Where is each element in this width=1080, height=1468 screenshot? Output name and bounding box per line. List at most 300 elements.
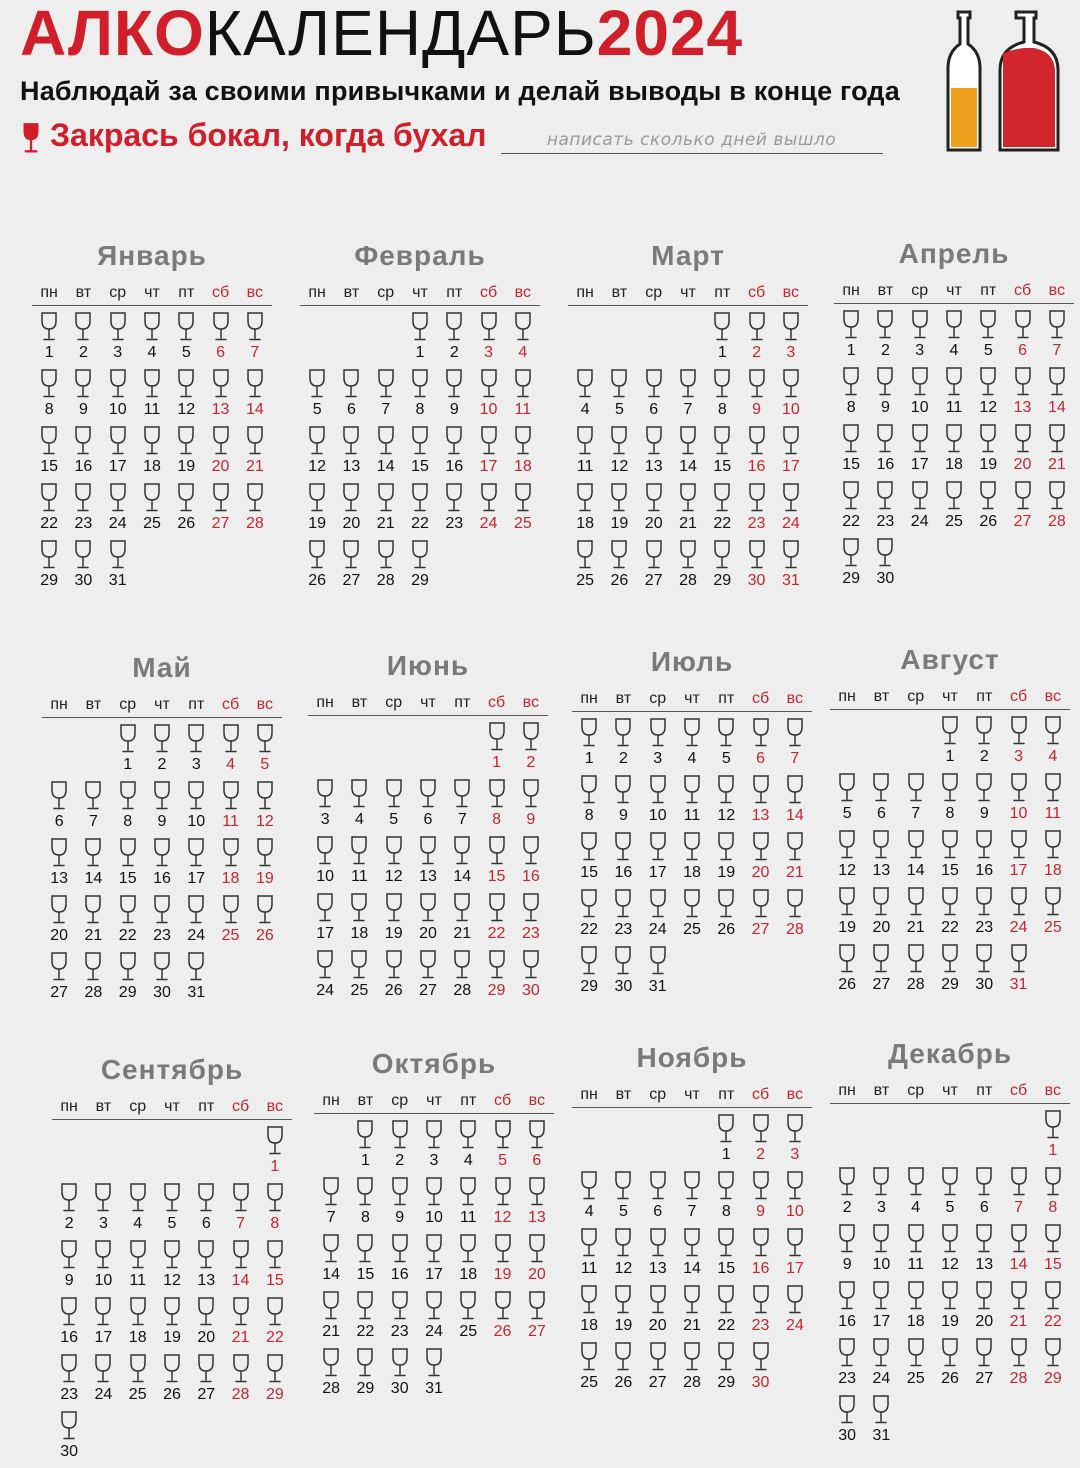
wine-glass-icon[interactable] (424, 1348, 444, 1378)
wine-glass-icon[interactable] (255, 895, 275, 925)
day-cell[interactable] (111, 724, 145, 781)
day-cell[interactable] (520, 1177, 554, 1234)
wine-glass-icon[interactable] (648, 832, 668, 862)
wine-glass-icon[interactable] (785, 889, 805, 919)
day-cell[interactable] (739, 426, 773, 483)
day-cell[interactable] (743, 889, 777, 946)
day-cell[interactable] (743, 1171, 777, 1228)
wine-glass-icon[interactable] (579, 1228, 599, 1258)
wine-glass-icon[interactable] (747, 540, 767, 570)
wine-glass-icon[interactable] (390, 1120, 410, 1150)
day-cell[interactable] (830, 1281, 864, 1338)
wine-glass-icon[interactable] (579, 889, 599, 919)
wine-glass-icon[interactable] (49, 838, 69, 868)
wine-glass-icon[interactable] (307, 426, 327, 456)
wine-glass-icon[interactable] (751, 775, 771, 805)
wine-glass-icon[interactable] (682, 1285, 702, 1315)
wine-glass-icon[interactable] (315, 950, 335, 980)
wine-glass-icon[interactable] (355, 1291, 375, 1321)
day-cell[interactable] (417, 1177, 451, 1234)
wine-glass-icon[interactable] (245, 312, 265, 342)
day-cell[interactable] (258, 1183, 292, 1240)
day-cell[interactable] (437, 483, 471, 540)
day-cell[interactable] (403, 369, 437, 426)
wine-glass-icon[interactable] (1047, 424, 1067, 454)
wine-glass-icon[interactable] (59, 1354, 79, 1384)
wine-glass-icon[interactable] (609, 426, 629, 456)
day-cell[interactable] (868, 367, 902, 424)
day-cell[interactable] (1001, 1167, 1035, 1224)
day-cell[interactable] (743, 1285, 777, 1342)
day-cell[interactable] (830, 944, 864, 1001)
wine-glass-icon[interactable] (751, 889, 771, 919)
wine-glass-icon[interactable] (196, 1183, 216, 1213)
wine-glass-icon[interactable] (1013, 367, 1033, 397)
wine-glass-icon[interactable] (410, 312, 430, 342)
day-cell[interactable] (606, 1228, 640, 1285)
day-cell[interactable] (1005, 310, 1039, 367)
wine-glass-icon[interactable] (513, 426, 533, 456)
day-cell[interactable] (308, 836, 342, 893)
day-cell[interactable] (709, 718, 743, 775)
day-cell[interactable] (903, 424, 937, 481)
wine-glass-icon[interactable] (162, 1354, 182, 1384)
day-cell[interactable] (937, 424, 971, 481)
day-cell[interactable] (445, 893, 479, 950)
wine-glass-icon[interactable] (678, 483, 698, 513)
wine-glass-icon[interactable] (871, 1338, 891, 1368)
wine-glass-icon[interactable] (93, 1183, 113, 1213)
day-cell[interactable] (705, 312, 739, 369)
wine-glass-icon[interactable] (871, 773, 891, 803)
wine-glass-icon[interactable] (410, 426, 430, 456)
wine-glass-icon[interactable] (39, 426, 59, 456)
day-cell[interactable] (411, 836, 445, 893)
day-cell[interactable] (606, 832, 640, 889)
wine-glass-icon[interactable] (644, 540, 664, 570)
wine-glass-icon[interactable] (142, 483, 162, 513)
wine-glass-icon[interactable] (384, 836, 404, 866)
day-cell[interactable] (111, 781, 145, 838)
wine-glass-icon[interactable] (142, 426, 162, 456)
wine-glass-icon[interactable] (307, 483, 327, 513)
wine-glass-icon[interactable] (978, 367, 998, 397)
day-cell[interactable] (377, 836, 411, 893)
day-cell[interactable] (86, 1240, 120, 1297)
wine-glass-icon[interactable] (118, 952, 138, 982)
wine-glass-icon[interactable] (418, 779, 438, 809)
day-cell[interactable] (641, 775, 675, 832)
day-cell[interactable] (641, 1342, 675, 1399)
wine-glass-icon[interactable] (349, 779, 369, 809)
wine-glass-icon[interactable] (871, 830, 891, 860)
day-cell[interactable] (189, 1354, 223, 1411)
wine-glass-icon[interactable] (479, 312, 499, 342)
day-cell[interactable] (101, 540, 135, 597)
day-cell[interactable] (334, 426, 368, 483)
day-cell[interactable] (641, 1285, 675, 1342)
day-cell[interactable] (445, 836, 479, 893)
day-cell[interactable] (223, 1240, 257, 1297)
day-cell[interactable] (778, 832, 812, 889)
day-cell[interactable] (203, 426, 237, 483)
wine-glass-icon[interactable] (575, 483, 595, 513)
wine-glass-icon[interactable] (644, 426, 664, 456)
day-cell[interactable] (314, 1234, 348, 1291)
wine-glass-icon[interactable] (521, 950, 541, 980)
wine-glass-icon[interactable] (940, 1167, 960, 1197)
day-cell[interactable] (572, 946, 606, 1003)
day-cell[interactable] (572, 775, 606, 832)
day-cell[interactable] (223, 1354, 257, 1411)
wine-glass-icon[interactable] (128, 1240, 148, 1270)
wine-glass-icon[interactable] (527, 1234, 547, 1264)
wine-glass-icon[interactable] (837, 830, 857, 860)
wine-glass-icon[interactable] (781, 426, 801, 456)
wine-glass-icon[interactable] (186, 781, 206, 811)
day-cell[interactable] (383, 1177, 417, 1234)
day-cell[interactable] (933, 1281, 967, 1338)
day-cell[interactable] (1001, 1224, 1035, 1281)
wine-glass-icon[interactable] (376, 540, 396, 570)
day-cell[interactable] (637, 426, 671, 483)
wine-glass-icon[interactable] (444, 426, 464, 456)
day-cell[interactable] (213, 838, 247, 895)
wine-glass-icon[interactable] (176, 426, 196, 456)
wine-glass-icon[interactable] (479, 426, 499, 456)
wine-glass-icon[interactable] (575, 369, 595, 399)
day-cell[interactable] (66, 312, 100, 369)
day-cell[interactable] (1005, 481, 1039, 538)
day-cell[interactable] (485, 1291, 519, 1348)
day-cell[interactable] (520, 1234, 554, 1291)
day-cell[interactable] (383, 1120, 417, 1177)
wine-glass-icon[interactable] (245, 483, 265, 513)
wine-glass-icon[interactable] (418, 950, 438, 980)
wine-glass-icon[interactable] (1013, 424, 1033, 454)
day-cell[interactable] (101, 369, 135, 426)
day-cell[interactable] (641, 889, 675, 946)
day-cell[interactable] (179, 952, 213, 1009)
day-cell[interactable] (66, 483, 100, 540)
wine-glass-icon[interactable] (1043, 773, 1063, 803)
wine-glass-icon[interactable] (59, 1297, 79, 1327)
wine-glass-icon[interactable] (142, 312, 162, 342)
wine-glass-icon[interactable] (152, 838, 172, 868)
wine-glass-icon[interactable] (871, 1167, 891, 1197)
day-cell[interactable] (705, 426, 739, 483)
day-cell[interactable] (641, 1171, 675, 1228)
wine-glass-icon[interactable] (1009, 773, 1029, 803)
wine-glass-icon[interactable] (255, 838, 275, 868)
day-cell[interactable] (933, 830, 967, 887)
wine-glass-icon[interactable] (974, 773, 994, 803)
wine-glass-icon[interactable] (152, 952, 172, 982)
wine-glass-icon[interactable] (176, 312, 196, 342)
day-cell[interactable] (572, 889, 606, 946)
day-cell[interactable] (709, 1228, 743, 1285)
wine-glass-icon[interactable] (579, 946, 599, 976)
wine-glass-icon[interactable] (648, 718, 668, 748)
day-cell[interactable] (933, 773, 967, 830)
wine-glass-icon[interactable] (716, 889, 736, 919)
wine-glass-icon[interactable] (940, 1224, 960, 1254)
wine-glass-icon[interactable] (321, 1177, 341, 1207)
day-cell[interactable] (471, 426, 505, 483)
day-cell[interactable] (121, 1354, 155, 1411)
day-cell[interactable] (899, 1167, 933, 1224)
day-cell[interactable] (864, 1338, 898, 1395)
wine-glass-icon[interactable] (609, 540, 629, 570)
wine-glass-icon[interactable] (906, 944, 926, 974)
wine-glass-icon[interactable] (747, 483, 767, 513)
wine-glass-icon[interactable] (579, 775, 599, 805)
day-cell[interactable] (933, 887, 967, 944)
day-cell[interactable] (967, 887, 1001, 944)
wine-glass-icon[interactable] (410, 540, 430, 570)
day-cell[interactable] (135, 426, 169, 483)
wine-glass-icon[interactable] (341, 483, 361, 513)
wine-glass-icon[interactable] (128, 1183, 148, 1213)
wine-glass-icon[interactable] (875, 424, 895, 454)
day-cell[interactable] (506, 483, 540, 540)
day-cell[interactable] (864, 1224, 898, 1281)
day-cell[interactable] (348, 1177, 382, 1234)
day-cell[interactable] (342, 950, 376, 1007)
wine-glass-icon[interactable] (341, 426, 361, 456)
day-cell[interactable] (572, 1171, 606, 1228)
wine-glass-icon[interactable] (418, 836, 438, 866)
day-cell[interactable] (675, 718, 709, 775)
day-cell[interactable] (739, 312, 773, 369)
wine-glass-icon[interactable] (376, 369, 396, 399)
wine-glass-icon[interactable] (487, 779, 507, 809)
day-cell[interactable] (445, 779, 479, 836)
wine-glass-icon[interactable] (682, 1228, 702, 1258)
day-cell[interactable] (52, 1411, 86, 1468)
day-cell[interactable] (903, 310, 937, 367)
wine-glass-icon[interactable] (265, 1354, 285, 1384)
day-cell[interactable] (641, 718, 675, 775)
day-cell[interactable] (778, 1114, 812, 1171)
day-cell[interactable] (111, 838, 145, 895)
day-cell[interactable] (933, 716, 967, 773)
day-cell[interactable] (479, 836, 513, 893)
day-cell[interactable] (637, 369, 671, 426)
wine-glass-icon[interactable] (682, 832, 702, 862)
wine-glass-icon[interactable] (452, 950, 472, 980)
wine-glass-icon[interactable] (906, 773, 926, 803)
wine-glass-icon[interactable] (527, 1177, 547, 1207)
day-cell[interactable] (42, 781, 76, 838)
day-cell[interactable] (899, 944, 933, 1001)
wine-glass-icon[interactable] (231, 1240, 251, 1270)
day-cell[interactable] (709, 1342, 743, 1399)
wine-glass-icon[interactable] (785, 1114, 805, 1144)
day-cell[interactable] (967, 716, 1001, 773)
day-cell[interactable] (121, 1183, 155, 1240)
day-cell[interactable] (937, 481, 971, 538)
day-cell[interactable] (967, 1224, 1001, 1281)
wine-glass-icon[interactable] (93, 1240, 113, 1270)
day-cell[interactable] (451, 1291, 485, 1348)
wine-glass-icon[interactable] (479, 483, 499, 513)
wine-glass-icon[interactable] (940, 887, 960, 917)
wine-glass-icon[interactable] (458, 1234, 478, 1264)
wine-glass-icon[interactable] (493, 1234, 513, 1264)
wine-glass-icon[interactable] (712, 540, 732, 570)
day-cell[interactable] (411, 893, 445, 950)
day-cell[interactable] (971, 481, 1005, 538)
day-cell[interactable] (641, 832, 675, 889)
day-cell[interactable] (189, 1183, 223, 1240)
wine-glass-icon[interactable] (73, 483, 93, 513)
wine-glass-icon[interactable] (613, 1342, 633, 1372)
day-cell[interactable] (348, 1348, 382, 1405)
day-cell[interactable] (52, 1354, 86, 1411)
wine-glass-icon[interactable] (940, 1281, 960, 1311)
day-cell[interactable] (1001, 1338, 1035, 1395)
wine-glass-icon[interactable] (231, 1297, 251, 1327)
day-cell[interactable] (778, 1171, 812, 1228)
day-cell[interactable] (485, 1120, 519, 1177)
wine-glass-icon[interactable] (716, 832, 736, 862)
day-cell[interactable] (348, 1234, 382, 1291)
day-cell[interactable] (1001, 716, 1035, 773)
day-cell[interactable] (506, 312, 540, 369)
wine-glass-icon[interactable] (910, 424, 930, 454)
day-cell[interactable] (300, 483, 334, 540)
day-cell[interactable] (834, 481, 868, 538)
day-cell[interactable] (520, 1291, 554, 1348)
day-cell[interactable] (514, 836, 548, 893)
wine-glass-icon[interactable] (875, 310, 895, 340)
day-cell[interactable] (213, 781, 247, 838)
wine-glass-icon[interactable] (1009, 1338, 1029, 1368)
wine-glass-icon[interactable] (678, 540, 698, 570)
day-cell[interactable] (32, 540, 66, 597)
day-cell[interactable] (101, 312, 135, 369)
wine-glass-icon[interactable] (493, 1177, 513, 1207)
wine-glass-icon[interactable] (196, 1354, 216, 1384)
wine-glass-icon[interactable] (355, 1348, 375, 1378)
wine-glass-icon[interactable] (974, 1338, 994, 1368)
wine-glass-icon[interactable] (418, 893, 438, 923)
day-cell[interactable] (1036, 1110, 1070, 1167)
day-cell[interactable] (675, 1285, 709, 1342)
wine-glass-icon[interactable] (349, 893, 369, 923)
wine-glass-icon[interactable] (648, 946, 668, 976)
wine-glass-icon[interactable] (513, 369, 533, 399)
day-cell[interactable] (709, 1285, 743, 1342)
wine-glass-icon[interactable] (648, 1228, 668, 1258)
day-cell[interactable] (203, 483, 237, 540)
day-cell[interactable] (868, 424, 902, 481)
wine-glass-icon[interactable] (444, 369, 464, 399)
day-cell[interactable] (42, 895, 76, 952)
wine-glass-icon[interactable] (751, 1285, 771, 1315)
day-cell[interactable] (437, 312, 471, 369)
day-cell[interactable] (868, 310, 902, 367)
wine-glass-icon[interactable] (93, 1297, 113, 1327)
wine-glass-icon[interactable] (944, 310, 964, 340)
wine-glass-icon[interactable] (837, 1338, 857, 1368)
wine-glass-icon[interactable] (579, 1171, 599, 1201)
day-cell[interactable] (411, 950, 445, 1007)
day-cell[interactable] (774, 426, 808, 483)
day-cell[interactable] (417, 1120, 451, 1177)
wine-glass-icon[interactable] (579, 718, 599, 748)
wine-glass-icon[interactable] (355, 1177, 375, 1207)
day-cell[interactable] (369, 483, 403, 540)
wine-glass-icon[interactable] (648, 1342, 668, 1372)
wine-glass-icon[interactable] (579, 832, 599, 862)
day-cell[interactable] (743, 775, 777, 832)
day-cell[interactable] (179, 781, 213, 838)
day-cell[interactable] (179, 838, 213, 895)
day-cell[interactable] (514, 950, 548, 1007)
wine-glass-icon[interactable] (211, 369, 231, 399)
wine-glass-icon[interactable] (944, 424, 964, 454)
wine-glass-icon[interactable] (613, 1285, 633, 1315)
day-cell[interactable] (899, 1281, 933, 1338)
wine-glass-icon[interactable] (940, 830, 960, 860)
wine-glass-icon[interactable] (906, 887, 926, 917)
day-cell[interactable] (76, 895, 110, 952)
wine-glass-icon[interactable] (452, 836, 472, 866)
wine-glass-icon[interactable] (575, 540, 595, 570)
wine-glass-icon[interactable] (682, 1171, 702, 1201)
day-cell[interactable] (76, 838, 110, 895)
wine-glass-icon[interactable] (265, 1240, 285, 1270)
day-cell[interactable] (121, 1240, 155, 1297)
day-cell[interactable] (514, 779, 548, 836)
day-cell[interactable] (903, 367, 937, 424)
day-cell[interactable] (602, 369, 636, 426)
wine-glass-icon[interactable] (376, 483, 396, 513)
day-cell[interactable] (248, 724, 282, 781)
day-cell[interactable] (675, 1171, 709, 1228)
wine-glass-icon[interactable] (83, 838, 103, 868)
day-cell[interactable] (743, 1342, 777, 1399)
day-cell[interactable] (189, 1297, 223, 1354)
wine-glass-icon[interactable] (315, 836, 335, 866)
wine-glass-icon[interactable] (978, 310, 998, 340)
wine-glass-icon[interactable] (837, 887, 857, 917)
day-cell[interactable] (485, 1234, 519, 1291)
wine-glass-icon[interactable] (444, 483, 464, 513)
day-cell[interactable] (937, 367, 971, 424)
wine-glass-icon[interactable] (221, 724, 241, 754)
day-cell[interactable] (369, 426, 403, 483)
wine-glass-icon[interactable] (906, 1338, 926, 1368)
wine-glass-icon[interactable] (349, 836, 369, 866)
wine-glass-icon[interactable] (521, 722, 541, 752)
wine-glass-icon[interactable] (487, 722, 507, 752)
day-cell[interactable] (830, 1224, 864, 1281)
day-cell[interactable] (671, 426, 705, 483)
day-cell[interactable] (411, 779, 445, 836)
day-cell[interactable] (485, 1177, 519, 1234)
wine-glass-icon[interactable] (751, 718, 771, 748)
wine-glass-icon[interactable] (384, 779, 404, 809)
day-cell[interactable] (739, 369, 773, 426)
day-cell[interactable] (834, 424, 868, 481)
day-cell[interactable] (1001, 1281, 1035, 1338)
wine-glass-icon[interactable] (307, 369, 327, 399)
day-cell[interactable] (864, 887, 898, 944)
wine-glass-icon[interactable] (384, 893, 404, 923)
